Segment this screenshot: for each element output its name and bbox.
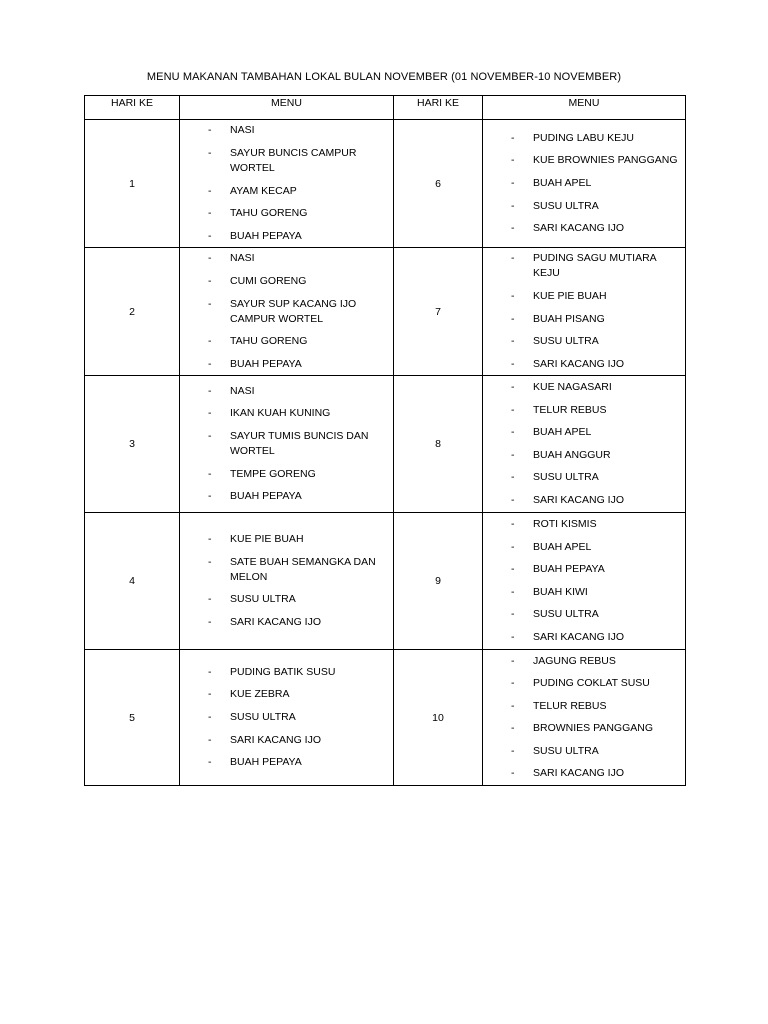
list-item: [483, 493, 685, 508]
list-item: [180, 615, 393, 630]
bullet-dash: -: [511, 312, 515, 325]
bullet-dash: -: [208, 207, 212, 220]
bullet-dash: -: [511, 677, 515, 690]
day-number-right: 8: [394, 376, 483, 513]
menu-item-text: PUDING COKLAT SUSU: [533, 677, 650, 690]
list-item: [483, 199, 685, 214]
table-row: [85, 120, 686, 248]
menu-item-text: BUAH PEPAYA: [230, 357, 302, 370]
list-item: [483, 766, 685, 781]
bullet-dash: -: [208, 593, 212, 606]
menu-item-text: ROTI KISMIS: [533, 518, 597, 531]
menu-item-text: KUE PIE BUAH: [230, 533, 304, 546]
bullet-dash: -: [511, 744, 515, 757]
bullet-dash: -: [511, 199, 515, 212]
list-item: [483, 654, 685, 669]
bullet-dash: -: [208, 490, 212, 503]
menu-item-text: BROWNIES PANGGANG: [533, 722, 653, 735]
menu-item-text: PUDING SAGU MUTIARA KEJU: [533, 252, 657, 280]
list-item: [180, 710, 393, 725]
menu-item-text: SUSU ULTRA: [533, 744, 599, 757]
menu-list: [483, 517, 685, 645]
table-row: [85, 376, 686, 513]
menu-item-text: SARI KACANG IJO: [230, 733, 322, 746]
day-number-left: 4: [85, 513, 180, 650]
list-item: [180, 555, 393, 585]
bullet-dash: -: [208, 229, 212, 242]
bullet-dash: -: [208, 184, 212, 197]
bullet-dash: -: [208, 533, 212, 546]
bullet-dash: -: [511, 154, 515, 167]
menu-item-text: SARI KACANG IJO: [533, 493, 625, 506]
list-item: [180, 229, 393, 244]
list-item: [180, 592, 393, 607]
menu-item-text: IKAN KUAH KUNING: [230, 407, 331, 420]
list-item: [180, 467, 393, 482]
list-item: [180, 489, 393, 504]
menu-item-text: TELUR REBUS: [533, 403, 607, 416]
list-item: [483, 176, 685, 191]
bullet-dash: -: [511, 222, 515, 235]
bullet-dash: -: [511, 177, 515, 189]
bullet-dash: -: [208, 335, 212, 348]
list-item: [483, 517, 685, 532]
menu-item-text: BUAH PEPAYA: [230, 756, 302, 769]
list-item: [483, 585, 685, 600]
menu-item-text: PUDING BATIK SUSU: [230, 665, 336, 678]
bullet-dash: -: [208, 357, 212, 370]
list-item: [483, 380, 685, 395]
menu-list: [483, 380, 685, 508]
bullet-dash: -: [511, 767, 515, 780]
list-item: [483, 357, 685, 372]
list-item: [180, 123, 393, 138]
menu-item-text: TAHU GORENG: [230, 207, 308, 220]
menu-item-text: BUAH ANGGUR: [533, 448, 611, 461]
menu-item-text: TELUR REBUS: [533, 699, 607, 712]
menu-item-text: PUDING LABU KEJU: [533, 131, 634, 144]
menu-item-text: SUSU ULTRA: [533, 335, 599, 348]
menu-cell-left: [180, 650, 394, 786]
document-title: MENU MAKANAN TAMBAHAN LOKAL BULAN NOVEMBER (01 NOVEMBER-10 NOVEMBER): [146, 71, 622, 83]
bullet-dash: -: [511, 563, 515, 576]
table-body: [85, 120, 686, 786]
menu-item-text: SUSU ULTRA: [533, 471, 599, 484]
menu-item-text: SARI KACANG IJO: [533, 222, 625, 235]
list-item: [180, 297, 393, 327]
bullet-dash: -: [511, 518, 515, 531]
bullet-dash: -: [208, 407, 212, 420]
list-item: [180, 733, 393, 748]
header-menu-left: MENU: [180, 96, 394, 120]
list-item: [483, 334, 685, 349]
menu-item-text: SAYUR BUNCIS CAMPUR WORTEL: [230, 146, 357, 174]
menu-item-text: BUAH PEPAYA: [230, 229, 302, 242]
menu-item-text: TAHU GORENG: [230, 335, 308, 348]
menu-item-text: SUSU ULTRA: [230, 593, 296, 606]
bullet-dash: -: [511, 471, 515, 484]
menu-list: [483, 131, 685, 236]
list-item: [180, 406, 393, 421]
bullet-dash: -: [511, 540, 515, 553]
menu-item-text: SARI KACANG IJO: [533, 630, 625, 643]
bullet-dash: -: [208, 756, 212, 769]
bullet-dash: -: [511, 448, 515, 461]
menu-item-text: SARI KACANG IJO: [533, 357, 625, 370]
bullet-dash: -: [208, 615, 212, 628]
bullet-dash: -: [511, 252, 515, 265]
menu-item-text: NASI: [230, 252, 255, 265]
table-row: [85, 513, 686, 650]
menu-cell-right: [483, 120, 686, 248]
table-header-row: [85, 96, 686, 120]
bullet-dash: -: [511, 131, 515, 144]
menu-item-text: SAYUR TUMIS BUNCIS DAN WORTEL: [230, 430, 369, 457]
bullet-dash: -: [208, 711, 212, 723]
day-number-right: 6: [394, 120, 483, 248]
menu-item-text: BUAH APEL: [533, 540, 592, 553]
bullet-dash: -: [511, 289, 515, 302]
bullet-dash: -: [208, 274, 212, 287]
list-item: [180, 334, 393, 349]
bullet-dash: -: [511, 630, 515, 643]
list-item: [483, 312, 685, 327]
list-item: [483, 470, 685, 485]
bullet-dash: -: [208, 665, 212, 678]
bullet-dash: -: [511, 426, 515, 439]
menu-cell-left: [180, 120, 394, 248]
menu-item-text: KUE BROWNIES PANGGANG: [533, 154, 678, 167]
menu-item-text: BUAH PISANG: [533, 312, 605, 325]
bullet-dash: -: [208, 555, 212, 568]
bullet-dash: -: [208, 430, 212, 442]
list-item: [483, 630, 685, 645]
bullet-dash: -: [208, 252, 212, 265]
menu-cell-right: [483, 376, 686, 513]
menu-item-text: SUSU ULTRA: [533, 608, 599, 621]
list-item: [483, 403, 685, 418]
day-number-right: 7: [394, 248, 483, 376]
menu-cell-left: [180, 513, 394, 650]
bullet-dash: -: [208, 146, 212, 159]
day-number-left: 2: [85, 248, 180, 376]
menu-item-text: SUSU ULTRA: [533, 199, 599, 212]
day-number-left: 3: [85, 376, 180, 513]
menu-item-text: AYAM KECAP: [230, 184, 297, 197]
bullet-dash: -: [511, 654, 515, 667]
list-item: [180, 665, 393, 680]
menu-item-text: SARI KACANG IJO: [230, 615, 322, 628]
bullet-dash: -: [511, 335, 515, 348]
bullet-dash: -: [511, 608, 515, 621]
list-item: [483, 131, 685, 146]
header-menu-right: MENU: [483, 96, 686, 120]
list-item: [180, 532, 393, 547]
menu-item-text: KUE NAGASARI: [533, 381, 612, 394]
list-item: [180, 429, 393, 459]
menu-item-text: SARI KACANG IJO: [533, 767, 625, 780]
list-item: [483, 721, 685, 736]
menu-item-text: TEMPE GORENG: [230, 467, 316, 480]
menu-item-text: SUSU ULTRA: [230, 711, 296, 723]
menu-list: [180, 532, 393, 630]
menu-item-text: NASI: [230, 124, 255, 137]
bullet-dash: -: [208, 467, 212, 480]
list-item: [180, 184, 393, 199]
bullet-dash: -: [511, 357, 515, 370]
menu-item-text: BUAH KIWI: [533, 585, 588, 598]
list-item: [483, 699, 685, 714]
list-item: [483, 425, 685, 440]
menu-list: [180, 251, 393, 371]
list-item: [483, 540, 685, 555]
table-row: [85, 650, 686, 786]
list-item: [180, 357, 393, 372]
menu-cell-left: [180, 376, 394, 513]
list-item: [483, 562, 685, 577]
menu-list: [180, 665, 393, 770]
table-row: [85, 248, 686, 376]
bullet-dash: -: [208, 297, 212, 310]
menu-item-text: BUAH PEPAYA: [230, 490, 302, 503]
menu-item-text: CUMI GORENG: [230, 274, 307, 287]
day-number-right: 10: [394, 650, 483, 786]
header-day-left: HARI KE: [85, 96, 180, 120]
menu-item-text: KUE PIE BUAH: [533, 289, 607, 302]
menu-item-text: SATE BUAH SEMANGKA DAN MELON: [230, 555, 376, 583]
menu-item-text: BUAH PEPAYA: [533, 563, 605, 576]
menu-list: [180, 384, 393, 504]
day-number-left: 5: [85, 650, 180, 786]
menu-item-text: JAGUNG REBUS: [533, 654, 616, 667]
list-item: [180, 755, 393, 770]
list-item: [483, 251, 685, 281]
bullet-dash: -: [208, 124, 212, 137]
list-item: [180, 687, 393, 702]
list-item: [483, 289, 685, 304]
day-number-left: 1: [85, 120, 180, 248]
bullet-dash: -: [208, 384, 212, 397]
list-item: [180, 251, 393, 266]
day-number-right: 9: [394, 513, 483, 650]
menu-item-text: NASI: [230, 384, 255, 397]
menu-list: [180, 123, 393, 243]
list-item: [483, 153, 685, 168]
list-item: [180, 384, 393, 399]
list-item: [180, 206, 393, 221]
bullet-dash: -: [511, 722, 515, 735]
bullet-dash: -: [208, 688, 212, 701]
menu-cell-right: [483, 650, 686, 786]
list-item: [483, 448, 685, 463]
menu-cell-left: [180, 248, 394, 376]
menu-item-text: BUAH APEL: [533, 426, 592, 439]
menu-item-text: BUAH APEL: [533, 177, 592, 189]
list-item: [180, 146, 393, 176]
menu-list: [483, 251, 685, 371]
bullet-dash: -: [511, 403, 515, 416]
bullet-dash: -: [511, 585, 515, 598]
bullet-dash: -: [511, 699, 515, 712]
list-item: [180, 274, 393, 289]
list-item: [483, 676, 685, 691]
bullet-dash: -: [511, 381, 515, 394]
bullet-dash: -: [208, 733, 212, 746]
menu-cell-right: [483, 248, 686, 376]
menu-table: [84, 95, 686, 786]
menu-item-text: KUE ZEBRA: [230, 688, 290, 701]
list-item: [483, 744, 685, 759]
menu-list: [483, 654, 685, 782]
list-item: [483, 607, 685, 622]
header-day-right: HARI KE: [394, 96, 483, 120]
menu-cell-right: [483, 513, 686, 650]
bullet-dash: -: [511, 493, 515, 506]
menu-item-text: SAYUR SUP KACANG IJO CAMPUR WORTEL: [230, 297, 357, 325]
list-item: [483, 221, 685, 236]
